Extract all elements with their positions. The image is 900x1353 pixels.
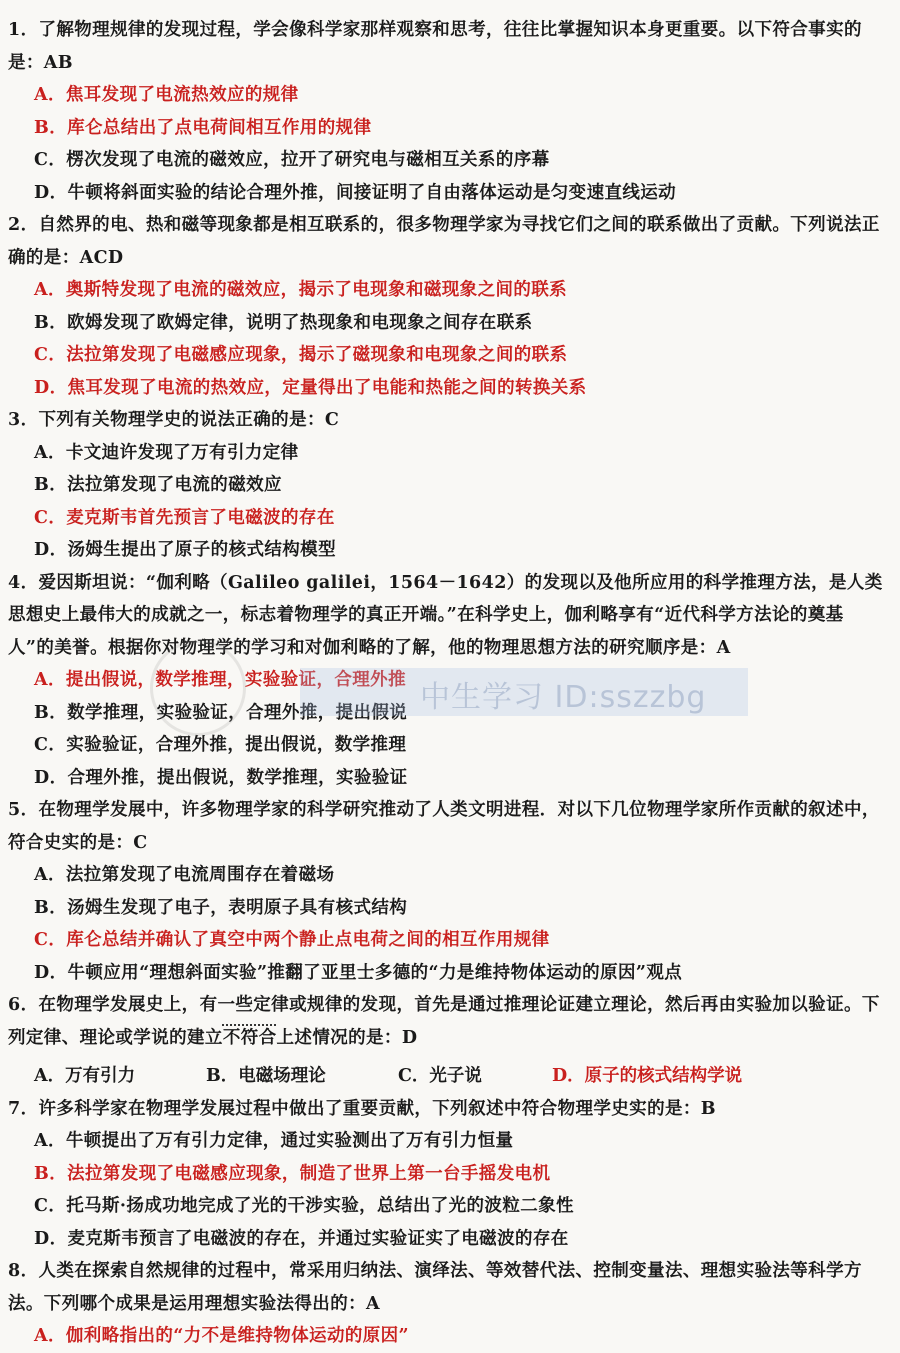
- option-c: C．光子说: [398, 1066, 482, 1086]
- option-a: A．提出假说，数学推理，实验验证，合理外推: [34, 670, 406, 690]
- question-6: [8, 989, 886, 1093]
- question-3: [8, 404, 886, 567]
- option-c: C．库仑总结并确认了真空中两个静止点电荷之间的相互作用规律: [34, 930, 550, 950]
- question-stem: 3．下列有关物理学史的说法正确的是：C: [8, 410, 340, 430]
- option-b: B．汤姆生发现了电子，表明原子具有核式结构: [34, 897, 408, 918]
- option-c: C．法拉第发现了电磁感应现象，揭示了磁现象和电现象之间的联系: [34, 345, 568, 365]
- question-stem: 2．自然界的电、热和磁等现象都是相互联系的，很多物理学家为寻找它们之间的联系做出了贡献。下列说法正确的是：ACD: [8, 215, 880, 268]
- watermark-logo-icon: [150, 640, 246, 736]
- stem-emphasis: 不符合: [222, 1027, 277, 1048]
- question-1: [8, 14, 886, 209]
- option-a: A．焦耳发现了电流热效应的规律: [34, 85, 299, 105]
- option-d: D．牛顿应用“理想斜面实验”推翻了亚里士多德的“力是维持物体运动的原因”观点: [34, 962, 683, 983]
- option-a: A．法拉第发现了电流周围存在着磁场: [34, 865, 335, 885]
- option-d: D．焦耳发现了电流的热效应，定量得出了电能和热能之间的转换关系: [34, 377, 587, 398]
- option-d: D．麦克斯韦预言了电磁波的存在，并通过实验证实了电磁波的存在: [34, 1228, 569, 1249]
- option-b: B．法拉第发现了电流的磁效应: [34, 475, 282, 495]
- option-a: A．伽利略指出的“力不是维持物体运动的原因”: [34, 1326, 410, 1346]
- option-d: D．汤姆生提出了原子的核式结构模型: [34, 540, 336, 560]
- question-stem: 7．许多科学家在物理学发展过程中做出了重要贡献，下列叙述中符合物理学史实的是：B: [8, 1098, 716, 1119]
- question-stem: 5．在物理学发展中，许多物理学家的科学研究推动了人类文明进程．对以下几位物理学家所作贡献的叙述中，符合史实的是：C: [8, 800, 880, 853]
- option-b: B．法拉第发现了电磁感应现象，制造了世界上第一台手摇发电机: [34, 1163, 551, 1184]
- option-d: D．牛顿将斜面实验的结论合理外推，间接证明了自由落体运动是匀变速直线运动: [34, 182, 677, 203]
- option-b: B．电磁场理论: [206, 1066, 326, 1086]
- option-c: C．麦克斯韦首先预言了电磁波的存在: [34, 507, 335, 528]
- stem-part-1: 6．在物理学发展史上，有一些定律或规律的发现，首先是通过推理论证建立理论，然后再由实验加以验证。下列定律、理论或学说的建立: [8, 995, 880, 1048]
- option-c: C．托马斯·扬成功地完成了光的干涉实验，总结出了光的波粒二象性: [34, 1196, 574, 1216]
- option-c: C．实验验证，合理外推，提出假说，数学推理: [34, 735, 407, 755]
- question-8: [8, 1255, 886, 1353]
- option-b: B．库仑总结出了点电荷间相互作用的规律: [34, 117, 372, 138]
- option-row: [8, 1060, 886, 1093]
- option-d: D．合理外推，提出假说，数学推理，实验验证: [34, 767, 408, 788]
- watermark-text: 中生学习 ID:sszzbg: [420, 680, 707, 715]
- option-a: A．万有引力: [34, 1066, 136, 1086]
- option-d: D．原子的核式结构学说: [552, 1066, 743, 1086]
- question-stem: [8, 989, 886, 1054]
- option-a: A．奥斯特发现了电流的磁效应，揭示了电现象和磁现象之间的联系: [34, 280, 568, 300]
- option-b: B．数学推理，实验验证，合理外推，提出假说: [34, 702, 408, 723]
- option-a: A．卡文迪许发现了万有引力定律: [34, 442, 299, 463]
- stem-part-2: 上述情况的是：D: [276, 1027, 418, 1048]
- option-b: B．欧姆发现了欧姆定律，说明了热现象和电现象之间存在联系: [34, 312, 533, 333]
- question-7: [8, 1093, 886, 1256]
- option-a: A．牛顿提出了万有引力定律，通过实验测出了万有引力恒量: [34, 1131, 514, 1151]
- question-5: [8, 794, 886, 989]
- question-stem: 1．了解物理规律的发现过程，学会像科学家那样观察和思考，往往比掌握知识本身更重要。以下符合事实的是：AB: [8, 20, 862, 73]
- option-c: C．楞次发现了电流的磁效应，拉开了研究电与磁相互关系的序幕: [34, 150, 550, 170]
- question-stem: 4．爱因斯坦说：“伽利略（Galileo galilei，1564－1642）的发现以及他所应用的科学推理方法，是人类思想史上最伟大的成就之一，标志着物理学的真正开端。”在科学史上，伽利略享有“近代科学方法论的奠基人”的美誉。根据你对物理学的学习和对伽利略的了解，他的物理思想方法的研究顺序是：A: [8, 572, 883, 658]
- question-stem: 8．人类在探索自然规律的过程中，常采用归纳法、演绎法、等效替代法、控制变量法、理想实验法等科学方法。下列哪个成果是运用理想实验法得出的：A: [8, 1261, 862, 1314]
- question-2: [8, 209, 886, 404]
